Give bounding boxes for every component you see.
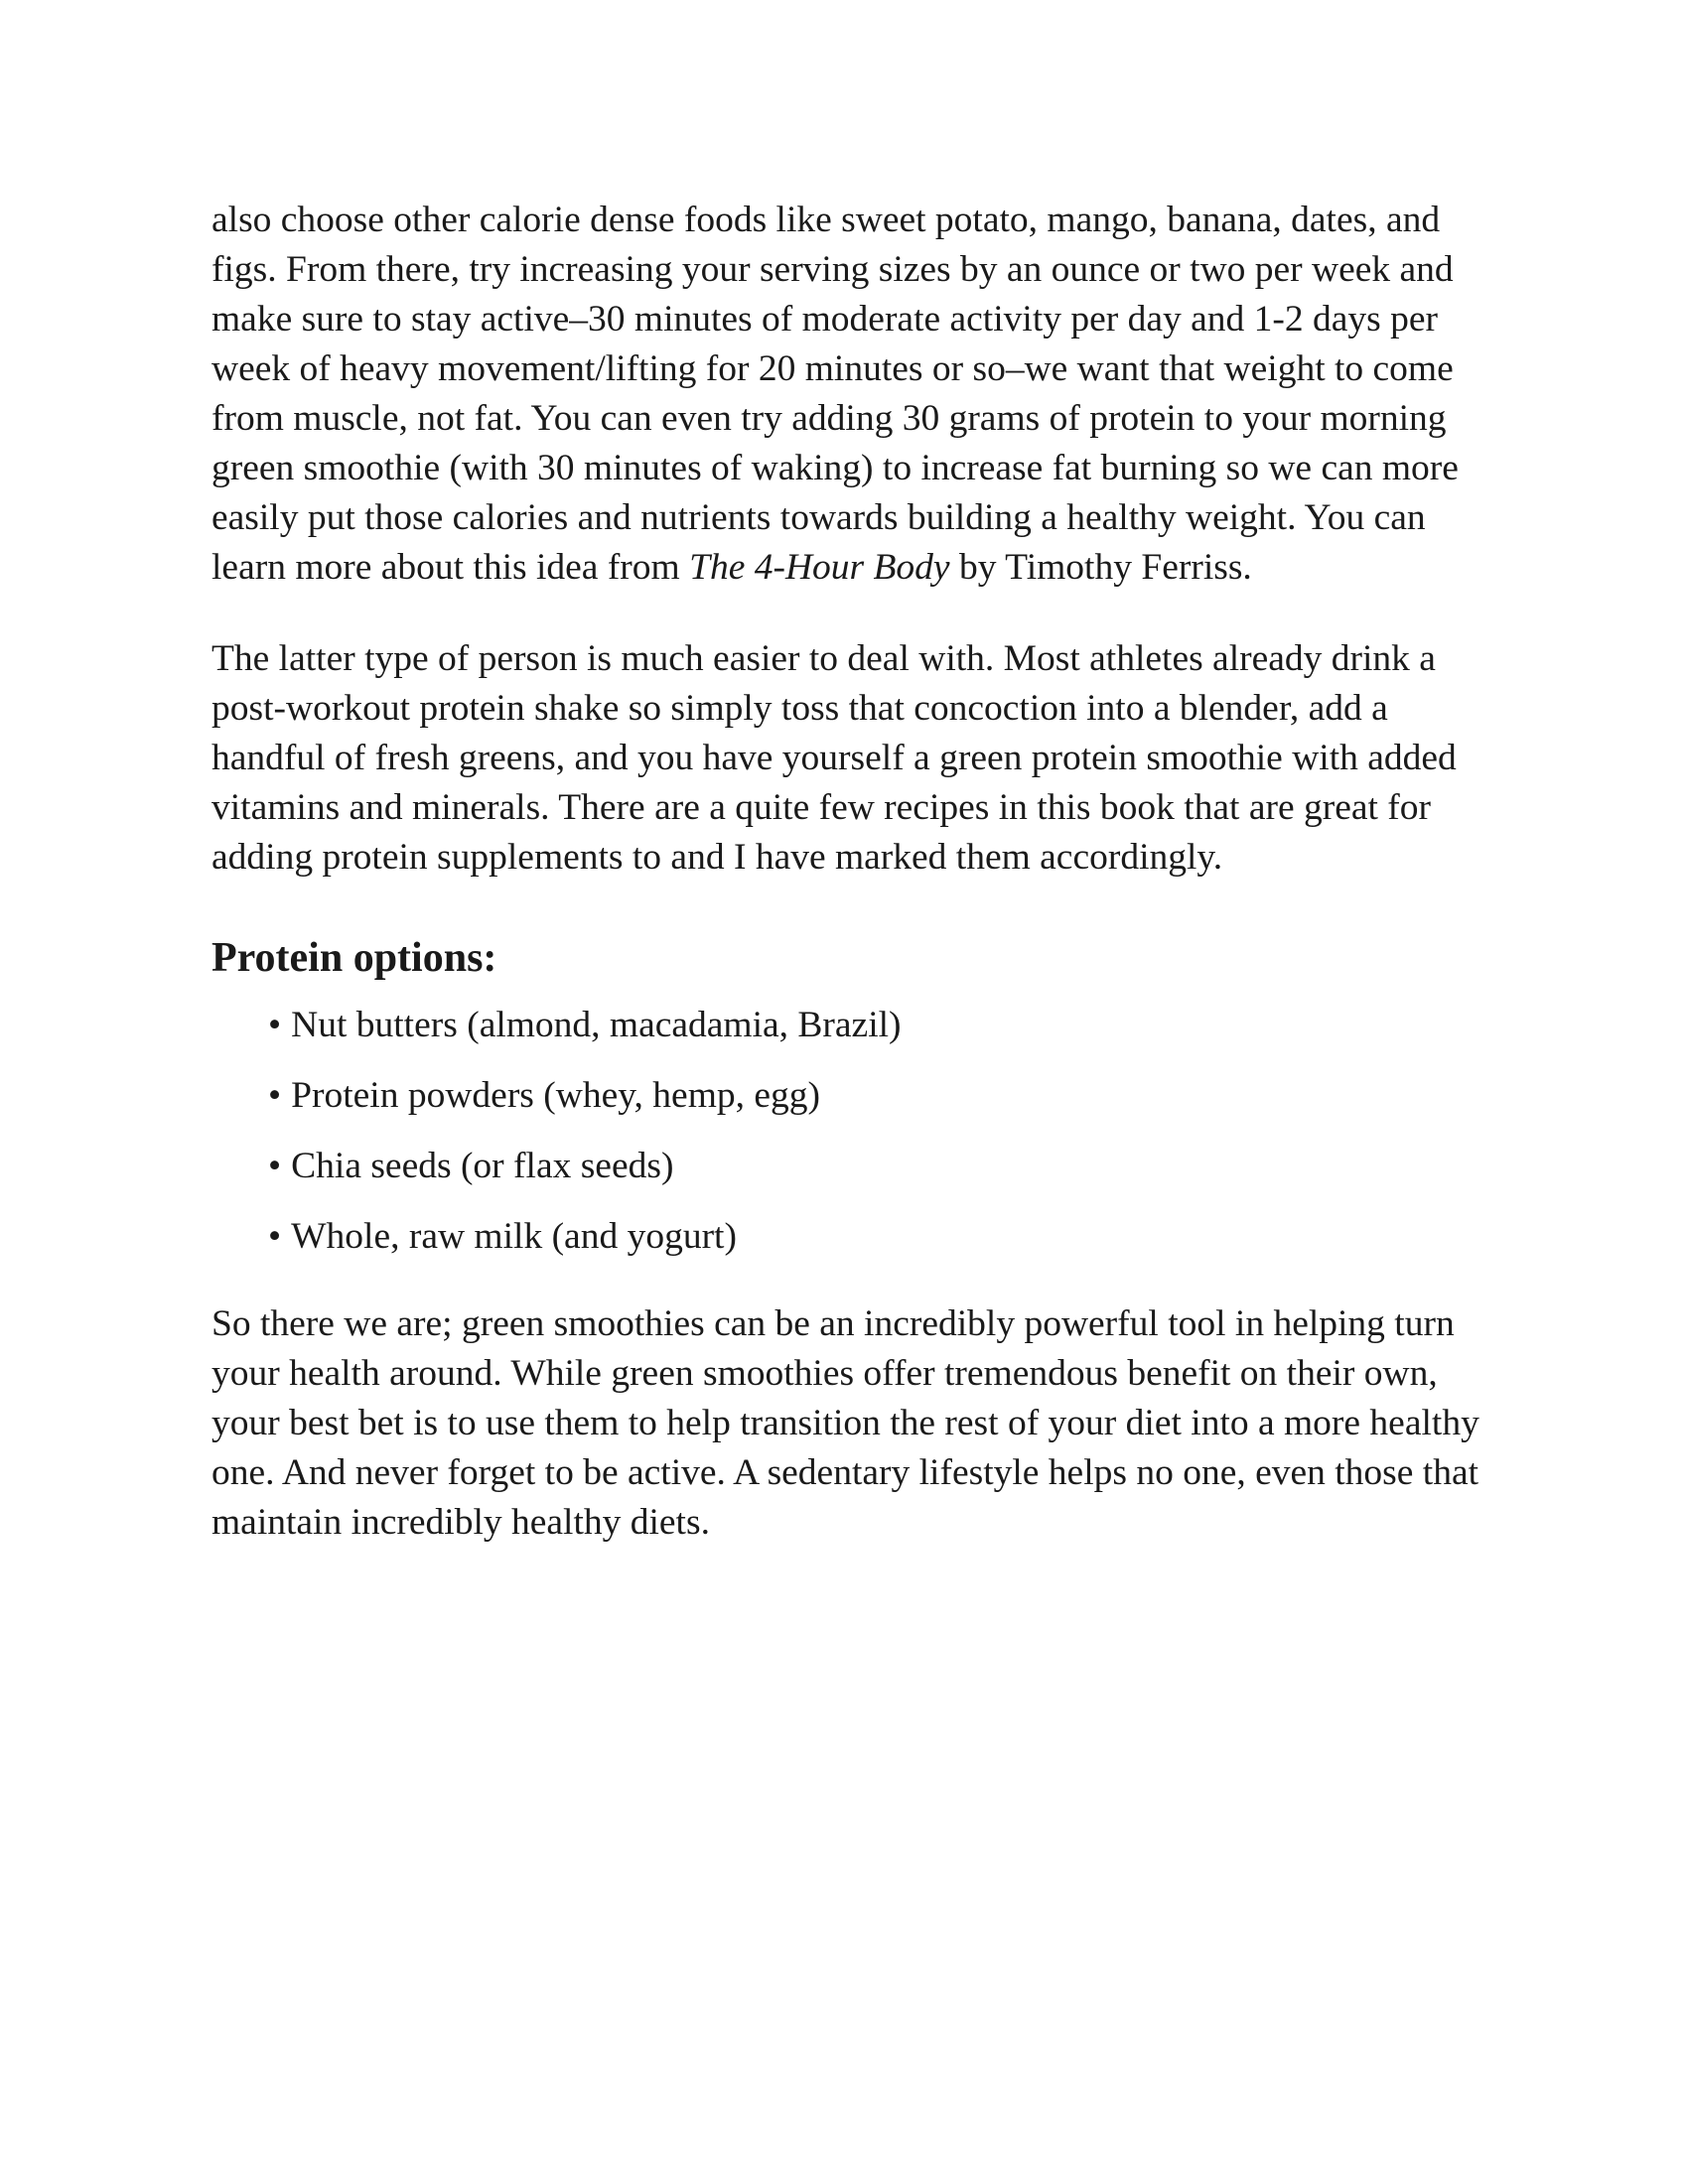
paragraph-text: also choose other calorie dense foods like sweet potato, mango, banana, dates, and figs. From there, try increasing your serving sizes by an ounce or two per week and make sure to stay active–30 minutes of moderate activity per day and 1-2 days per week of heavy movement/lifting for 20 minutes or so–we want that weight to come from muscle, not fat. You can even try adding 30 grams of protein to your morning green smoothie (with 30 minutes of waking) to increase fat burning so we can more easily put those calories and nutrients towards building a healthy weight. You can learn more about this idea from [211, 200, 1459, 588]
list-item-text: Protein powders (whey, hemp, egg) [291, 1075, 820, 1116]
list-item-text: Chia seeds (or flax seeds) [291, 1146, 674, 1186]
list-item [268, 1071, 1502, 1121]
bullet-icon: • [268, 1005, 282, 1045]
paragraph-athletes: The latter type of person is much easier to deal with. Most athletes already drink a post-workout protein shake so simply toss that concoction into a blender, add a handful of fresh greens, and you have yourself a green protein smoothie with added vitamins and minerals. There are a quite few recipes in this book that are great for adding protein supplements to and I have marked them accordingly. [211, 638, 1457, 878]
list-item [268, 1212, 1502, 1262]
list-item-text: Whole, raw milk (and yogurt) [291, 1216, 737, 1257]
list-item [268, 1001, 1502, 1050]
bullet-icon: • [268, 1216, 282, 1257]
list-item [268, 1142, 1502, 1191]
bullet-icon: • [268, 1146, 282, 1186]
paragraph-text: by Timothy Ferriss. [949, 547, 1252, 588]
protein-options-list [211, 1001, 1502, 1262]
paragraph-calorie-dense-foods [211, 196, 1502, 593]
document-page [211, 196, 1502, 1548]
bullet-icon: • [268, 1075, 282, 1116]
list-item-text: Nut butters (almond, macadamia, Brazil) [291, 1005, 902, 1045]
book-title: The 4-Hour Body [689, 547, 950, 588]
protein-options-heading: Protein options: [211, 935, 497, 981]
paragraph-conclusion: So there we are; green smoothies can be an incredibly powerful tool in helping turn your health around. While green smoothies offer tremendous benefit on their own, your best bet is to use them to help transition the rest of your diet into a more healthy one. And never forget to be active. A sedentary lifestyle helps no one, even those that maintain incredibly healthy diets. [211, 1303, 1479, 1543]
